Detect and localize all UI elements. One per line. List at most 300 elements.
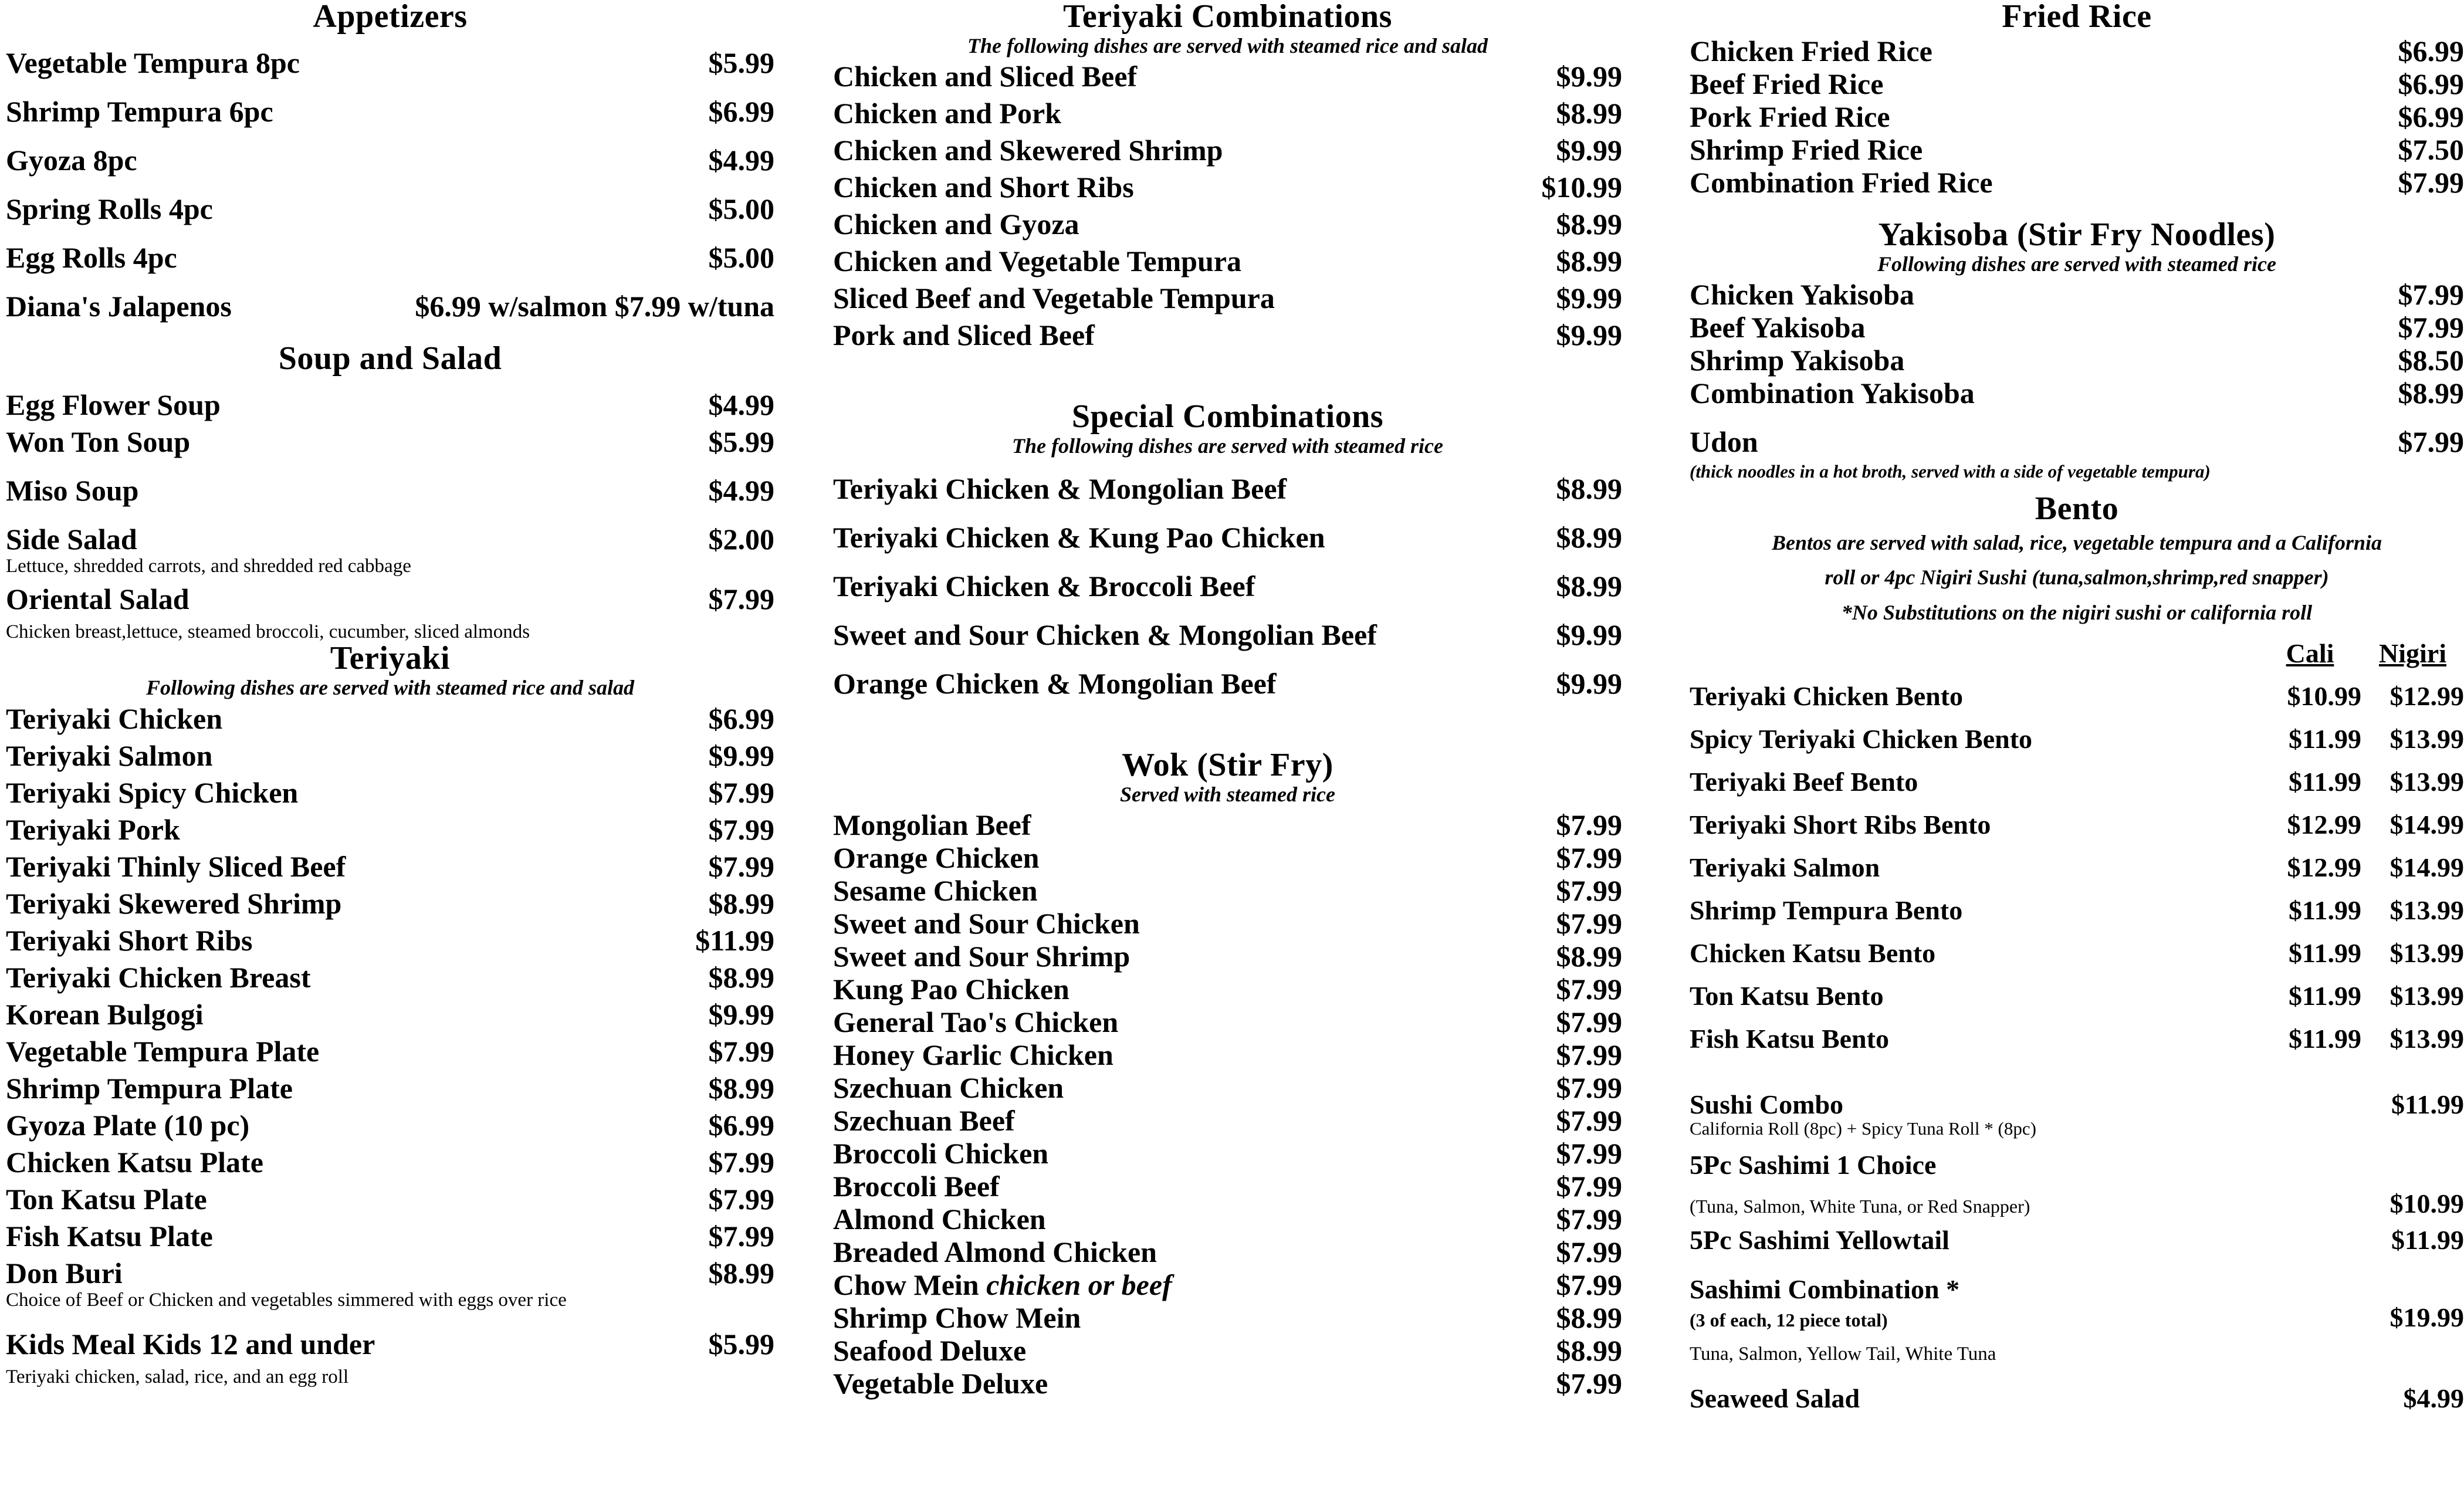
item-name: Teriyaki Salmon bbox=[1690, 852, 1880, 883]
item-name: Spring Rolls 4pc bbox=[6, 192, 213, 225]
menu-column-left bbox=[0, 0, 821, 1387]
item-name: Szechuan Beef bbox=[833, 1104, 1015, 1138]
section-title-fried-rice: Fried Rice bbox=[2002, 0, 2152, 35]
menu-item-row bbox=[833, 1071, 1622, 1105]
menu-item-row bbox=[833, 810, 1622, 840]
item-description: Choice of Beef or Chicken and vegetables simmered with eggs over rice bbox=[6, 1289, 567, 1311]
item-price-cali: $11.99 bbox=[2289, 767, 2361, 797]
section-gap bbox=[833, 698, 1622, 749]
item-name: Diana's Jalapenos bbox=[6, 290, 232, 323]
menu-item-row bbox=[6, 1184, 774, 1214]
item-name: Sushi Combo bbox=[1690, 1089, 1844, 1120]
item-name: Chicken and Vegetable Tempura bbox=[833, 245, 1241, 278]
item-price: $8.99 bbox=[1556, 472, 1622, 505]
item-name: Kids Meal Kids 12 and under bbox=[6, 1328, 375, 1361]
menu-item-row bbox=[833, 1038, 1622, 1072]
item-name: Combination Fried Rice bbox=[1690, 166, 1993, 199]
item-price: $6.99 w/salmon $7.99 w/tuna bbox=[415, 290, 774, 323]
menu-item-row bbox=[833, 246, 1622, 276]
section-title-soup-and-salad: Soup and Salad bbox=[278, 340, 502, 377]
menu-item-row bbox=[833, 666, 1622, 700]
item-price: $9.99 bbox=[1556, 666, 1622, 700]
item-price: $8.99 bbox=[1556, 520, 1622, 554]
section-teriyaki-combinations bbox=[833, 0, 1622, 350]
menu-item-row bbox=[1690, 102, 2464, 131]
item-price: $19.99 bbox=[2389, 1302, 2464, 1332]
item-price: $7.99 bbox=[1556, 1203, 1622, 1236]
item-name: Breaded Almond Chicken bbox=[833, 1236, 1157, 1269]
bento-item-row bbox=[1690, 940, 2464, 967]
item-price: $8.99 bbox=[708, 960, 774, 994]
item-price: $4.99 bbox=[708, 388, 774, 421]
item-price: $7.99 bbox=[708, 849, 774, 883]
item-price: $4.99 bbox=[708, 144, 774, 177]
menu-item-row bbox=[833, 942, 1622, 971]
section-bento bbox=[1690, 492, 2464, 1052]
item-name: Ton Katsu Plate bbox=[6, 1182, 207, 1216]
bento-item-row bbox=[1690, 897, 2464, 924]
menu-item-row bbox=[6, 1034, 774, 1068]
item-price: $7.99 bbox=[708, 1182, 774, 1216]
item-name: Fish Katsu Bento bbox=[1690, 1024, 1889, 1054]
item-price: $6.99 bbox=[708, 95, 774, 128]
item-price: $7.99 bbox=[1556, 1170, 1622, 1203]
menu-item-row bbox=[6, 849, 774, 883]
item-price: $11.99 bbox=[2391, 1224, 2464, 1255]
item-variant: chicken or beef bbox=[986, 1268, 1172, 1302]
item-price: $7.99 bbox=[1556, 907, 1622, 940]
menu-item-row bbox=[6, 243, 774, 272]
column-header-cali: Cali bbox=[2286, 638, 2334, 669]
item-name: Vegetable Deluxe bbox=[833, 1367, 1048, 1400]
item-price: $7.50 bbox=[2398, 133, 2464, 166]
item-price-cali: $12.99 bbox=[2287, 852, 2361, 883]
item-name: Sesame Chicken bbox=[833, 874, 1038, 908]
menu-item-row bbox=[6, 1071, 774, 1105]
item-name: Teriyaki Short Ribs bbox=[6, 923, 253, 957]
item-price: $6.99 bbox=[708, 1108, 774, 1142]
item-price-cali: $11.99 bbox=[2289, 724, 2361, 754]
menu-item-row bbox=[6, 1221, 774, 1251]
item-price-cali: $11.99 bbox=[2289, 938, 2361, 969]
section-special-combinations bbox=[833, 400, 1622, 698]
bento-item-row bbox=[1690, 726, 2464, 753]
menu-item-row bbox=[1690, 346, 2464, 375]
item-price-nigiri: $14.99 bbox=[2389, 810, 2464, 840]
item-price: $10.99 bbox=[2389, 1188, 2464, 1219]
menu-item-row-kids-meal bbox=[6, 1329, 774, 1359]
menu-item-row bbox=[6, 97, 774, 126]
section-gap bbox=[833, 350, 1622, 400]
bento-item-row bbox=[1690, 1025, 2464, 1052]
menu-item-row bbox=[6, 292, 774, 321]
item-price: $8.99 bbox=[708, 1256, 774, 1289]
menu-item-row-chow-mein bbox=[833, 1268, 1622, 1302]
menu-item-row bbox=[833, 136, 1622, 165]
item-name: Orange Chicken bbox=[833, 841, 1040, 875]
section-soup-and-salad bbox=[6, 342, 774, 642]
menu-item-row bbox=[833, 520, 1622, 554]
menu-item-row bbox=[6, 1145, 774, 1179]
item-price-cali: $12.99 bbox=[2287, 810, 2361, 840]
item-price-nigiri: $12.99 bbox=[2389, 681, 2464, 712]
item-price: $7.99 bbox=[708, 1145, 774, 1179]
menu-item-row bbox=[6, 997, 774, 1031]
menu-item-row bbox=[833, 1139, 1622, 1168]
item-name: Shrimp Fried Rice bbox=[1690, 133, 1923, 166]
item-name: Teriyaki Skewered Shrimp bbox=[6, 886, 342, 920]
menu-item-row-sushi-combo bbox=[1690, 1091, 2464, 1118]
item-price: $6.99 bbox=[2398, 67, 2464, 100]
menu-item-row bbox=[1690, 278, 2464, 312]
menu-item-row-sashimi-yellowtail bbox=[1690, 1224, 2464, 1255]
menu-item-row bbox=[1690, 69, 2464, 99]
item-price: $4.99 bbox=[2403, 1383, 2464, 1414]
menu-item-row bbox=[833, 1301, 1622, 1335]
item-price: $9.99 bbox=[1556, 618, 1622, 651]
menu-item-row bbox=[833, 283, 1622, 313]
bento-item-row bbox=[1690, 683, 2464, 710]
item-name: Shrimp Chow Mein bbox=[833, 1301, 1081, 1335]
menu-item-row bbox=[833, 474, 1622, 503]
item-price: $8.99 bbox=[1556, 1301, 1622, 1335]
item-name: Side Salad bbox=[6, 523, 137, 556]
menu-item-row bbox=[833, 909, 1622, 938]
menu-item-row bbox=[833, 172, 1622, 202]
item-price: $8.99 bbox=[1556, 940, 1622, 973]
item-price-cali: $11.99 bbox=[2289, 1024, 2361, 1054]
item-price: $7.99 bbox=[2398, 278, 2464, 312]
menu-item-row bbox=[6, 48, 774, 77]
item-name: Chicken and Short Ribs bbox=[833, 171, 1134, 204]
item-name: Sweet and Sour Chicken & Mongolian Beef bbox=[833, 618, 1377, 651]
item-name: Beef Yakisoba bbox=[1690, 311, 1866, 344]
menu-item-row bbox=[1690, 313, 2464, 342]
menu-item-row-sashimi-1-choice bbox=[1690, 1149, 2464, 1180]
item-price: $7.99 bbox=[1556, 1038, 1622, 1072]
item-name: Sweet and Sour Chicken bbox=[833, 907, 1140, 940]
item-price: $8.99 bbox=[708, 886, 774, 920]
item-price-nigiri: $14.99 bbox=[2389, 852, 2464, 883]
menu-item-row bbox=[833, 1007, 1622, 1037]
menu-item-row bbox=[1690, 168, 2464, 197]
item-name: Teriyaki Chicken & Mongolian Beef bbox=[833, 472, 1287, 505]
menu-item-row-sashimi-combination-sub bbox=[1690, 1304, 2464, 1331]
menu-item-row bbox=[833, 1369, 1622, 1398]
item-name: Chicken and Pork bbox=[833, 97, 1061, 130]
item-price-cali: $11.99 bbox=[2289, 981, 2361, 1011]
item-name: Egg Rolls 4pc bbox=[6, 241, 177, 274]
item-description: (Tuna, Salmon, White Tuna, or Red Snapper) bbox=[1690, 1195, 2030, 1217]
section-gap bbox=[1690, 1052, 2464, 1074]
section-title-teriyaki: Teriyaki bbox=[330, 640, 451, 677]
menu-item-row bbox=[6, 1258, 774, 1288]
item-price: $5.00 bbox=[708, 241, 774, 274]
menu-item-row bbox=[6, 476, 774, 505]
item-name: Udon bbox=[1690, 425, 1758, 459]
item-price: $5.00 bbox=[708, 192, 774, 225]
section-note-teriyaki-combinations: The following dishes are served with steamed rice and salad bbox=[967, 34, 1488, 57]
item-price: $7.99 bbox=[1556, 808, 1622, 842]
item-subtitle: (3 of each, 12 piece total) bbox=[1690, 1309, 1888, 1331]
menu-item-row bbox=[1690, 36, 2464, 66]
menu-item-row bbox=[6, 145, 774, 175]
menu-item-row bbox=[6, 815, 774, 844]
item-name: Sashimi Combination * bbox=[1690, 1274, 1960, 1304]
item-price: $11.99 bbox=[695, 923, 774, 957]
section-note-special-combinations: The following dishes are served with steamed rice bbox=[1012, 434, 1443, 458]
item-name: Almond Chicken bbox=[833, 1203, 1046, 1236]
section-note-bento-line2: roll or 4pc Nigiri Sushi (tuna,salmon,shrimp,red snapper) bbox=[1825, 566, 2329, 590]
section-note-teriyaki: Following dishes are served with steamed rice and salad bbox=[145, 676, 635, 700]
section-gap bbox=[6, 321, 774, 342]
item-name: Seaweed Salad bbox=[1690, 1383, 1860, 1414]
item-name: Teriyaki Salmon bbox=[6, 739, 213, 772]
item-price: $7.99 bbox=[1556, 1071, 1622, 1105]
item-name: Teriyaki Chicken Breast bbox=[6, 960, 311, 994]
item-price: $7.99 bbox=[1556, 973, 1622, 1006]
menu-item-row bbox=[833, 1172, 1622, 1201]
column-header-nigiri: Nigiri bbox=[2379, 638, 2446, 669]
item-price: $7.99 bbox=[708, 813, 774, 846]
item-name: Oriental Salad bbox=[6, 582, 189, 615]
section-teriyaki bbox=[6, 642, 774, 1387]
menu-item-row bbox=[6, 778, 774, 807]
menu-item-row bbox=[6, 1108, 774, 1142]
section-title-special-combinations: Special Combinations bbox=[1071, 398, 1384, 435]
section-sushi-sashimi bbox=[1690, 1091, 2464, 1412]
item-name: Gyoza Plate (10 pc) bbox=[6, 1108, 250, 1142]
item-price: $7.99 bbox=[1556, 841, 1622, 875]
section-yakisoba bbox=[1690, 218, 2464, 482]
item-name: Teriyaki Chicken & Broccoli Beef bbox=[833, 569, 1255, 603]
item-name: Won Ton Soup bbox=[6, 425, 191, 458]
menu-item-row bbox=[833, 874, 1622, 908]
menu-item-row bbox=[6, 741, 774, 770]
menu-item-row bbox=[6, 584, 774, 614]
menu-item-row bbox=[6, 194, 774, 224]
item-name: 5Pc Sashimi 1 Choice bbox=[1690, 1149, 1937, 1180]
item-name: Teriyaki Spicy Chicken bbox=[6, 776, 299, 809]
item-description: (thick noodles in a hot broth, served with a side of vegetable tempura) bbox=[1690, 461, 2211, 482]
item-price: $7.99 bbox=[1556, 1104, 1622, 1138]
item-description: Teriyaki chicken, salad, rice, and an egg roll bbox=[6, 1366, 349, 1388]
item-name: Teriyaki Chicken Bento bbox=[1690, 681, 1964, 712]
menu-item-row bbox=[1690, 378, 2464, 408]
item-name: Vegetable Tempura Plate bbox=[6, 1034, 320, 1068]
item-name: Don Buri bbox=[6, 1256, 123, 1289]
item-price: $9.99 bbox=[708, 997, 774, 1031]
menu-item-row bbox=[6, 923, 774, 957]
item-name: Teriyaki Chicken & Kung Pao Chicken bbox=[833, 520, 1325, 554]
menu-item-row bbox=[833, 1237, 1622, 1267]
item-price: $10.99 bbox=[1541, 171, 1622, 204]
item-name-text: Chow Mein bbox=[833, 1268, 987, 1302]
item-price: $11.99 bbox=[2391, 1089, 2464, 1120]
item-name: Sweet and Sour Shrimp bbox=[833, 940, 1131, 973]
bento-price-column-headers bbox=[1690, 640, 2464, 667]
item-price-nigiri: $13.99 bbox=[2389, 724, 2464, 754]
bento-item-row bbox=[1690, 983, 2464, 1010]
menu-item-row bbox=[6, 886, 774, 920]
menu-item-row bbox=[833, 620, 1622, 649]
menu-column-middle bbox=[821, 0, 1672, 1398]
item-price: $8.99 bbox=[1556, 245, 1622, 278]
section-note-wok: Served with steamed rice bbox=[1120, 782, 1335, 806]
item-name: Chicken Yakisoba bbox=[1690, 278, 1914, 312]
item-description: California Roll (8pc) + Spicy Tuna Roll * (8pc) bbox=[1690, 1118, 2036, 1139]
menu-item-row bbox=[833, 1104, 1622, 1138]
menu-column-right bbox=[1672, 0, 2464, 1412]
item-name: Shrimp Yakisoba bbox=[1690, 344, 1905, 377]
item-name: Broccoli Beef bbox=[833, 1170, 1000, 1203]
item-price: $6.99 bbox=[2398, 100, 2464, 133]
menu-item-row bbox=[1690, 135, 2464, 164]
item-price-nigiri: $13.99 bbox=[2389, 981, 2464, 1011]
item-name bbox=[833, 1268, 1172, 1302]
item-price: $7.99 bbox=[2398, 166, 2464, 199]
item-name: Shrimp Tempura Bento bbox=[1690, 895, 1963, 926]
menu-item-row bbox=[6, 427, 774, 456]
menu-item-row-udon bbox=[1690, 425, 2464, 459]
item-name: Ton Katsu Bento bbox=[1690, 981, 1884, 1011]
menu-item-row bbox=[833, 209, 1622, 239]
item-price: $9.99 bbox=[1556, 134, 1622, 167]
item-name: Combination Yakisoba bbox=[1690, 377, 1975, 410]
item-price: $7.99 bbox=[708, 582, 774, 615]
section-appetizers bbox=[6, 0, 774, 321]
menu-item-row bbox=[833, 320, 1622, 350]
item-name: Broccoli Chicken bbox=[833, 1137, 1049, 1170]
item-price: $5.99 bbox=[708, 1328, 774, 1361]
menu-item-row bbox=[6, 704, 774, 733]
item-name: Chicken Katsu Bento bbox=[1690, 938, 1936, 969]
section-title-bento: Bento bbox=[2035, 490, 2119, 527]
section-wok-stir-fry bbox=[833, 746, 1622, 1400]
item-price: $5.99 bbox=[708, 46, 774, 79]
item-price: $9.99 bbox=[1556, 282, 1622, 315]
item-price: $8.99 bbox=[1556, 1334, 1622, 1368]
item-price-nigiri: $13.99 bbox=[2389, 895, 2464, 926]
item-name: Spicy Teriyaki Chicken Bento bbox=[1690, 724, 2033, 754]
item-price-nigiri: $13.99 bbox=[2389, 938, 2464, 969]
item-name: Szechuan Chicken bbox=[833, 1071, 1064, 1105]
item-name: Teriyaki Pork bbox=[6, 813, 180, 846]
item-name: Teriyaki Short Ribs Bento bbox=[1690, 810, 1991, 840]
item-name: Pork Fried Rice bbox=[1690, 100, 1890, 133]
item-price: $6.99 bbox=[2398, 35, 2464, 67]
item-name: Egg Flower Soup bbox=[6, 388, 221, 421]
item-price: $7.99 bbox=[1556, 1367, 1622, 1400]
item-price: $8.99 bbox=[1556, 569, 1622, 603]
item-price: $9.99 bbox=[1556, 60, 1622, 93]
item-name: Mongolian Beef bbox=[833, 808, 1031, 842]
menu-item-row bbox=[6, 960, 774, 994]
menu-item-row bbox=[833, 1204, 1622, 1234]
item-name: Orange Chicken & Mongolian Beef bbox=[833, 666, 1277, 700]
menu-item-row-sashimi-combination bbox=[1690, 1276, 2464, 1303]
item-price: $8.99 bbox=[1556, 97, 1622, 130]
section-title-yakisoba: Yakisoba (Stir Fry Noodles) bbox=[1878, 216, 2276, 253]
section-title-teriyaki-combinations: Teriyaki Combinations bbox=[1063, 0, 1392, 35]
item-name: Seafood Deluxe bbox=[833, 1334, 1027, 1368]
item-description: Lettuce, shredded carrots, and shredded red cabbage bbox=[6, 556, 411, 577]
menu-item-row-seaweed-salad bbox=[1690, 1385, 2464, 1412]
item-name: Vegetable Tempura 8pc bbox=[6, 46, 300, 79]
item-price: $4.99 bbox=[708, 474, 774, 507]
item-name: Gyoza 8pc bbox=[6, 144, 137, 177]
item-price: $7.99 bbox=[708, 1219, 774, 1253]
section-title-appetizers: Appetizers bbox=[313, 0, 468, 35]
bento-item-row bbox=[1690, 769, 2464, 796]
item-name: Teriyaki Beef Bento bbox=[1690, 767, 1918, 797]
item-price: $8.99 bbox=[1556, 208, 1622, 241]
item-price: $2.00 bbox=[708, 523, 774, 556]
item-price: $7.99 bbox=[2398, 425, 2464, 459]
item-name: Shrimp Tempura 6pc bbox=[6, 95, 273, 128]
menu-item-row bbox=[833, 62, 1622, 91]
item-price: $8.50 bbox=[2398, 344, 2464, 377]
item-price: $7.99 bbox=[1556, 1268, 1622, 1302]
item-name: Kung Pao Chicken bbox=[833, 973, 1069, 1006]
item-price: $7.99 bbox=[1556, 1137, 1622, 1170]
bento-item-row bbox=[1690, 854, 2464, 881]
item-price-cali: $10.99 bbox=[2287, 681, 2361, 712]
item-name: Pork and Sliced Beef bbox=[833, 319, 1095, 352]
item-price: $6.99 bbox=[708, 702, 774, 735]
item-price: $9.99 bbox=[1556, 319, 1622, 352]
item-price: $7.99 bbox=[1556, 1006, 1622, 1039]
item-name: Chicken Katsu Plate bbox=[6, 1145, 263, 1179]
item-name: Fish Katsu Plate bbox=[6, 1219, 213, 1253]
item-name: Beef Fried Rice bbox=[1690, 67, 1884, 100]
menu-item-row bbox=[833, 841, 1622, 875]
item-name: General Tao's Chicken bbox=[833, 1006, 1119, 1039]
item-name: Shrimp Tempura Plate bbox=[6, 1071, 293, 1105]
section-note-bento-line1: Bentos are served with salad, rice, vegetable tempura and a California bbox=[1772, 530, 2382, 554]
item-name: Teriyaki Thinly Sliced Beef bbox=[6, 849, 346, 883]
item-price-nigiri: $13.99 bbox=[2389, 767, 2464, 797]
menu-item-row bbox=[833, 571, 1622, 601]
item-name: Sliced Beef and Vegetable Tempura bbox=[833, 282, 1275, 315]
item-name: Honey Garlic Chicken bbox=[833, 1038, 1113, 1072]
section-gap bbox=[1690, 197, 2464, 218]
bento-item-row bbox=[1690, 811, 2464, 838]
item-name: Chicken and Skewered Shrimp bbox=[833, 134, 1223, 167]
item-price: $9.99 bbox=[708, 739, 774, 772]
item-price-nigiri: $13.99 bbox=[2389, 1024, 2464, 1054]
item-price: $5.99 bbox=[708, 425, 774, 458]
item-price: $7.99 bbox=[1556, 1236, 1622, 1269]
item-name: 5Pc Sashimi Yellowtail bbox=[1690, 1224, 1949, 1255]
item-name: Chicken and Gyoza bbox=[833, 208, 1079, 241]
menu-item-row-sashimi-1-choice-desc bbox=[1690, 1190, 2464, 1217]
section-fried-rice bbox=[1690, 0, 2464, 197]
item-name: Teriyaki Chicken bbox=[6, 702, 223, 735]
section-note-yakisoba: Following dishes are served with steamed rice bbox=[1877, 252, 2276, 276]
item-price: $7.99 bbox=[2398, 311, 2464, 344]
section-note-bento-line3: *No Substitutions on the nigiri sushi or california roll bbox=[1841, 600, 2313, 624]
item-description: Chicken breast,lettuce, steamed broccoli, cucumber, sliced almonds bbox=[6, 621, 530, 642]
item-price: $7.99 bbox=[1556, 874, 1622, 908]
menu-item-row bbox=[833, 1334, 1622, 1368]
item-name: Korean Bulgogi bbox=[6, 997, 204, 1031]
item-price: $8.99 bbox=[708, 1071, 774, 1105]
item-price: $7.99 bbox=[708, 776, 774, 809]
menu-item-row bbox=[833, 974, 1622, 1004]
menu-item-row bbox=[6, 390, 774, 419]
item-name: Chicken Fried Rice bbox=[1690, 35, 1932, 67]
